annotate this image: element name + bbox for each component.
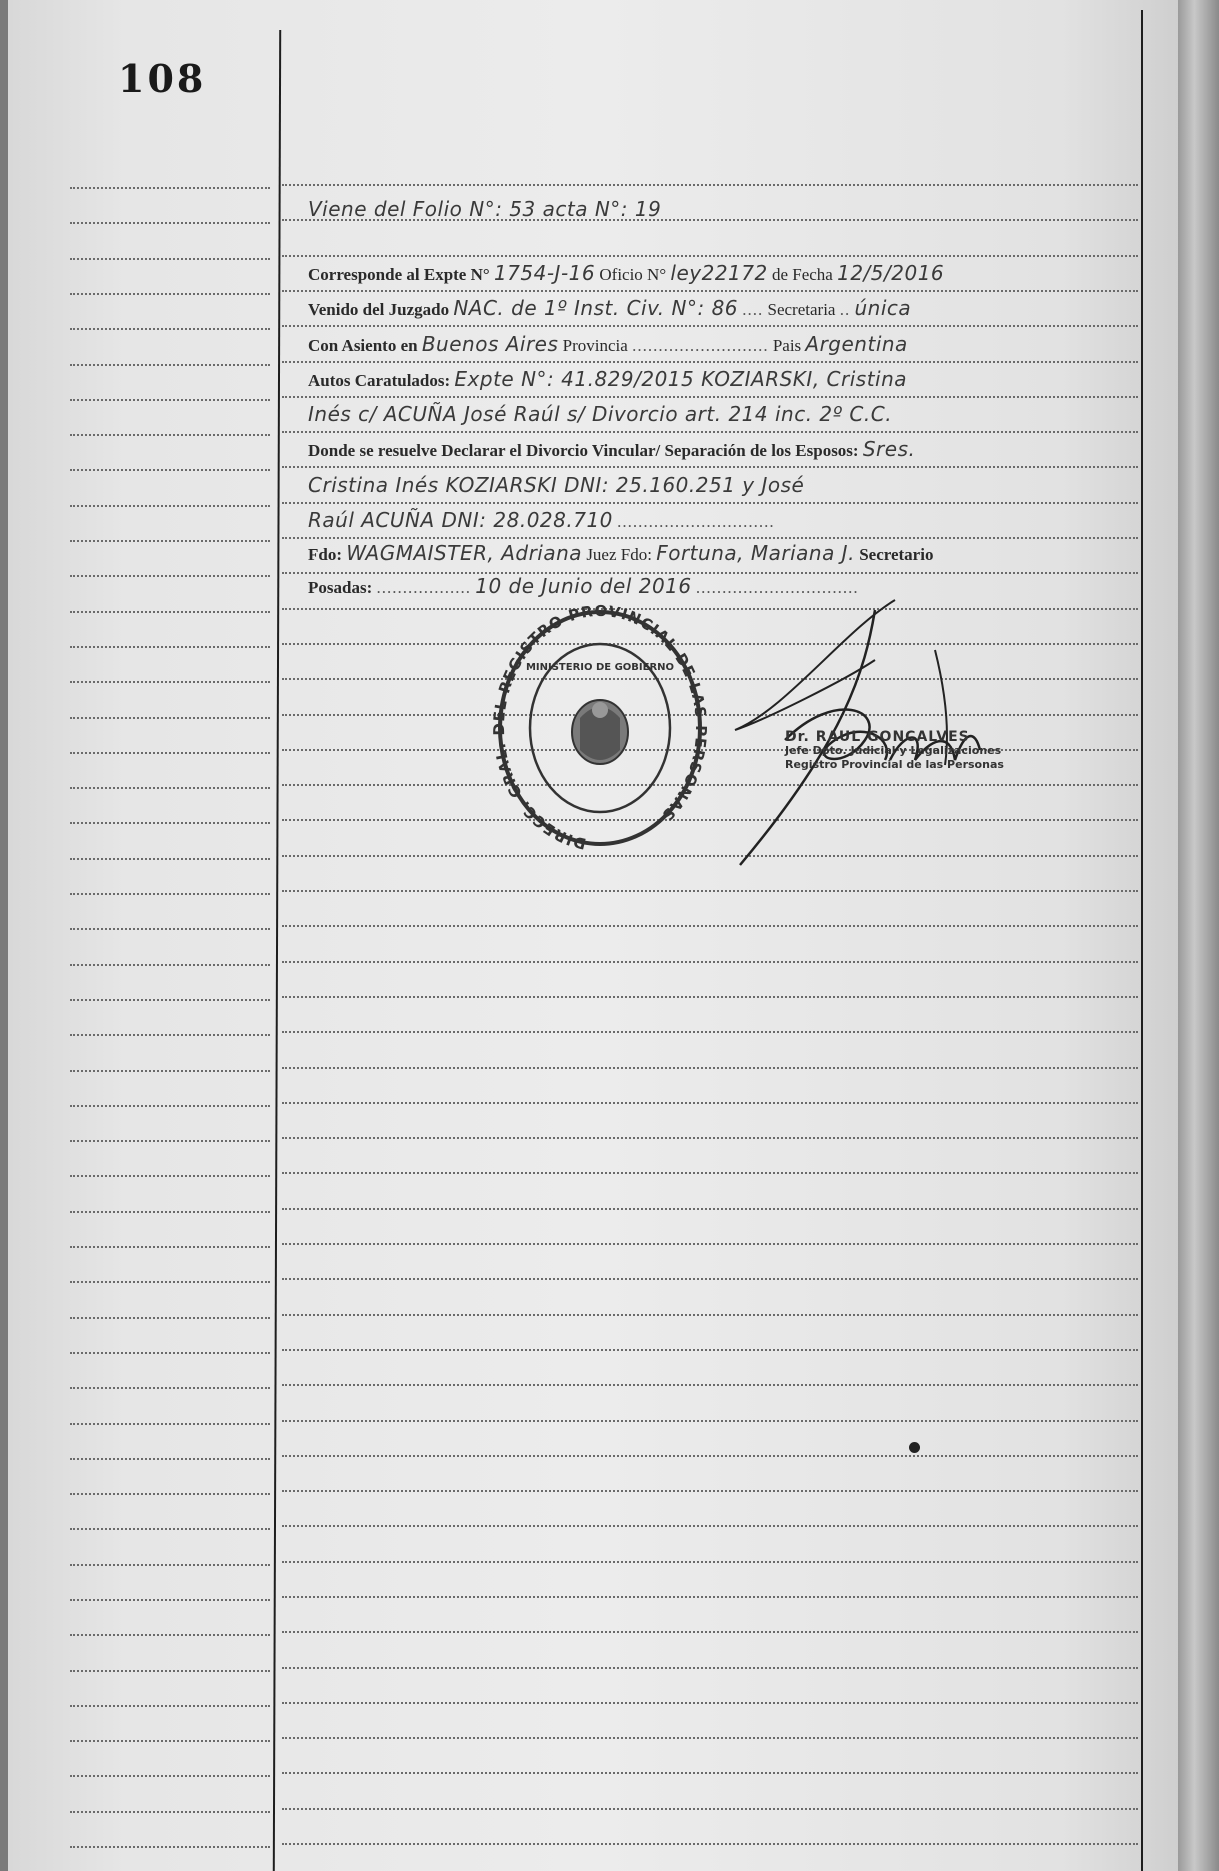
left-margin-rule xyxy=(70,964,270,966)
body-rule xyxy=(282,572,1138,574)
body-rule xyxy=(282,996,1138,998)
body-rule xyxy=(282,961,1138,963)
body-rule xyxy=(282,1455,1138,1457)
juez-label: Juez xyxy=(586,545,617,564)
body-rule xyxy=(282,1067,1138,1069)
signature-stamp-caption xyxy=(785,730,1025,772)
left-margin-rule xyxy=(70,822,270,824)
body-rule xyxy=(282,925,1138,927)
left-margin-rule xyxy=(70,1281,270,1283)
body-rule xyxy=(282,1525,1138,1527)
body-rule xyxy=(282,537,1138,539)
left-margin-rule xyxy=(70,1246,270,1248)
left-margin-rule xyxy=(70,1634,270,1636)
ink-dot xyxy=(909,1442,920,1453)
left-margin-rule xyxy=(70,1705,270,1707)
body-rule xyxy=(282,1172,1138,1174)
body-rule xyxy=(282,1031,1138,1033)
origin-value: Viene del Folio N°: 53 acta N°: 19 xyxy=(308,197,662,221)
dot-leader: .......................... xyxy=(632,336,769,355)
body-rule xyxy=(282,255,1138,257)
left-margin-rule xyxy=(70,787,270,789)
body-rule xyxy=(282,431,1138,433)
left-margin-rule xyxy=(70,1211,270,1213)
body-rule xyxy=(282,502,1138,504)
autos-label: Autos Caratulados: xyxy=(308,371,451,390)
left-margin-rule xyxy=(70,1740,270,1742)
left-margin-rule xyxy=(70,1034,270,1036)
fdo-juez-value: WAGMAISTER, Adriana xyxy=(346,541,583,565)
body-rule xyxy=(282,1349,1138,1351)
secretario-label: Secretario xyxy=(859,545,934,564)
left-margin-rule xyxy=(70,717,270,719)
signatory-title-2: Registro Provincial de las Personas xyxy=(785,758,1004,771)
body-rule xyxy=(282,1102,1138,1104)
body-rule xyxy=(282,1737,1138,1739)
dot-leader: .............................. xyxy=(617,512,775,531)
autos-line-2 xyxy=(308,403,892,427)
origin-line xyxy=(308,198,661,222)
secretaria-value: única xyxy=(854,296,912,320)
left-margin-rule xyxy=(70,1599,270,1601)
left-margin-rule xyxy=(70,434,270,436)
expte-value: 1754-J-16 xyxy=(493,261,596,285)
juzgado-line xyxy=(308,297,911,321)
dot-leader: ............................... xyxy=(695,578,859,597)
body-rule xyxy=(282,1278,1138,1280)
esposos-line-1 xyxy=(308,474,804,498)
left-margin-rule xyxy=(70,752,270,754)
body-rule xyxy=(282,1137,1138,1139)
left-margin-rule xyxy=(70,469,270,471)
esposos-value-1: Cristina Inés KOZIARSKI DNI: 25.160.251 y José xyxy=(308,473,805,497)
left-margin-rule xyxy=(70,1846,270,1848)
stamp-inner-text: MINISTERIO DE GOBIERNO xyxy=(525,662,675,673)
left-margin-rule xyxy=(70,540,270,542)
book-page-edge xyxy=(1178,0,1219,1871)
body-rule xyxy=(282,1772,1138,1774)
corresponde-label: Corresponde al Expte N° xyxy=(308,265,490,284)
left-margin-rule xyxy=(70,1317,270,1319)
body-rule xyxy=(282,466,1138,468)
body-rule xyxy=(282,1667,1138,1669)
signatory-title-1: Jefe Dpto. Judicial y Legalizaciones xyxy=(785,744,1002,757)
left-margin-rule xyxy=(70,1423,270,1425)
oficio-label: Oficio N° xyxy=(599,265,667,284)
right-margin-line xyxy=(1141,10,1143,1871)
left-margin-rule xyxy=(70,1352,270,1354)
left-margin-rule xyxy=(70,1175,270,1177)
left-margin-rule xyxy=(70,328,270,330)
fdo-secretario-value: Fortuna, Mariana J. xyxy=(656,541,855,565)
body-rule xyxy=(282,1490,1138,1492)
stamp-ring-text: DIRECC. GRAL. DEL REGISTRO PROVINCIAL DE LAS PERSONAS xyxy=(490,601,710,853)
left-margin-rule xyxy=(70,611,270,613)
fdo2-label: Fdo: xyxy=(620,545,652,564)
left-margin-rule xyxy=(70,1811,270,1813)
left-margin-rule xyxy=(70,258,270,260)
left-margin-rule xyxy=(70,1387,270,1389)
oficio-value: ley22172 xyxy=(670,261,768,285)
left-margin-rule xyxy=(70,928,270,930)
fecha-label: de Fecha xyxy=(771,265,833,284)
expediente-line xyxy=(308,262,944,286)
dot-leader: .. xyxy=(839,300,851,319)
donde-value: Sres. xyxy=(862,437,916,461)
juzgado-label: Venido del Juzgado xyxy=(308,300,450,319)
left-margin-rule xyxy=(70,1458,270,1460)
asiento-label: Con Asiento en xyxy=(308,336,418,355)
body-rule xyxy=(282,290,1138,292)
body-rule xyxy=(282,1596,1138,1598)
asiento-line xyxy=(308,333,908,357)
donde-label: Donde se resuelve Declarar el Divorcio Vincular/ Separación de los Esposos: xyxy=(308,441,859,460)
body-rule xyxy=(282,890,1138,892)
left-margin-rule xyxy=(70,399,270,401)
posadas-value: 10 de Junio del 2016 xyxy=(475,574,692,598)
body-rule xyxy=(282,1420,1138,1422)
body-rule xyxy=(282,1808,1138,1810)
fecha-value: 12/5/2016 xyxy=(837,261,945,285)
left-margin-rule xyxy=(70,364,270,366)
body-rule xyxy=(282,361,1138,363)
left-margin-rule xyxy=(70,1070,270,1072)
left-margin-rule xyxy=(70,293,270,295)
book-binding-edge xyxy=(0,0,8,1871)
body-rule xyxy=(282,1208,1138,1210)
juzgado-value: NAC. de 1º Inst. Civ. N°: 86 xyxy=(453,296,739,320)
body-rule xyxy=(282,1631,1138,1633)
pais-label: Pais xyxy=(772,336,802,355)
left-margin-rule xyxy=(70,1775,270,1777)
left-margin-rule xyxy=(70,1528,270,1530)
firmantes-line xyxy=(308,542,933,566)
official-stamp-seal xyxy=(490,600,710,860)
left-margin-rule xyxy=(70,1493,270,1495)
donde-line xyxy=(308,438,915,462)
fdo-label: Fdo: xyxy=(308,545,342,564)
left-margin-rule xyxy=(70,681,270,683)
body-rule xyxy=(282,184,1138,186)
esposos-line-2 xyxy=(308,509,775,533)
coat-of-arms-emblem xyxy=(572,700,628,764)
left-margin-rule xyxy=(70,505,270,507)
signatory-name: Dr. RAUL GONCALVES xyxy=(785,729,970,745)
left-margin-rule xyxy=(70,575,270,577)
body-rule xyxy=(282,1843,1138,1845)
left-margin-rule xyxy=(70,999,270,1001)
provincia-label: Provincia xyxy=(562,336,628,355)
left-margin-rule xyxy=(70,1564,270,1566)
left-margin-rule xyxy=(70,1140,270,1142)
body-rule xyxy=(282,396,1138,398)
pais-value: Argentina xyxy=(805,332,908,356)
secretaria-label: Secretaria xyxy=(767,300,836,319)
dot-leader: .... xyxy=(742,300,764,319)
body-rule xyxy=(282,1561,1138,1563)
left-margin-rule xyxy=(70,187,270,189)
left-margin-rule xyxy=(70,222,270,224)
body-rule xyxy=(282,1243,1138,1245)
autos-value-1: Expte N°: 41.829/2015 KOZIARSKI, Cristina xyxy=(454,367,908,391)
left-margin-rule xyxy=(70,1670,270,1672)
body-rule xyxy=(282,1314,1138,1316)
posadas-label: Posadas: xyxy=(308,578,373,597)
autos-line xyxy=(308,368,907,392)
body-rule xyxy=(282,1702,1138,1704)
body-rule xyxy=(282,1384,1138,1386)
left-margin-rule xyxy=(70,1105,270,1107)
dot-leader: .................. xyxy=(376,578,471,597)
autos-value-2: Inés c/ ACUÑA José Raúl s/ Divorcio art. 214 inc. 2º C.C. xyxy=(308,402,893,426)
left-margin-rule xyxy=(70,858,270,860)
asiento-value: Buenos Aires xyxy=(421,332,559,356)
folio-number: 108 xyxy=(118,56,207,101)
left-margin-rule xyxy=(70,646,270,648)
body-rule xyxy=(282,325,1138,327)
left-margin-rule xyxy=(70,893,270,895)
esposos-value-2: Raúl ACUÑA DNI: 28.028.710 xyxy=(308,508,613,532)
